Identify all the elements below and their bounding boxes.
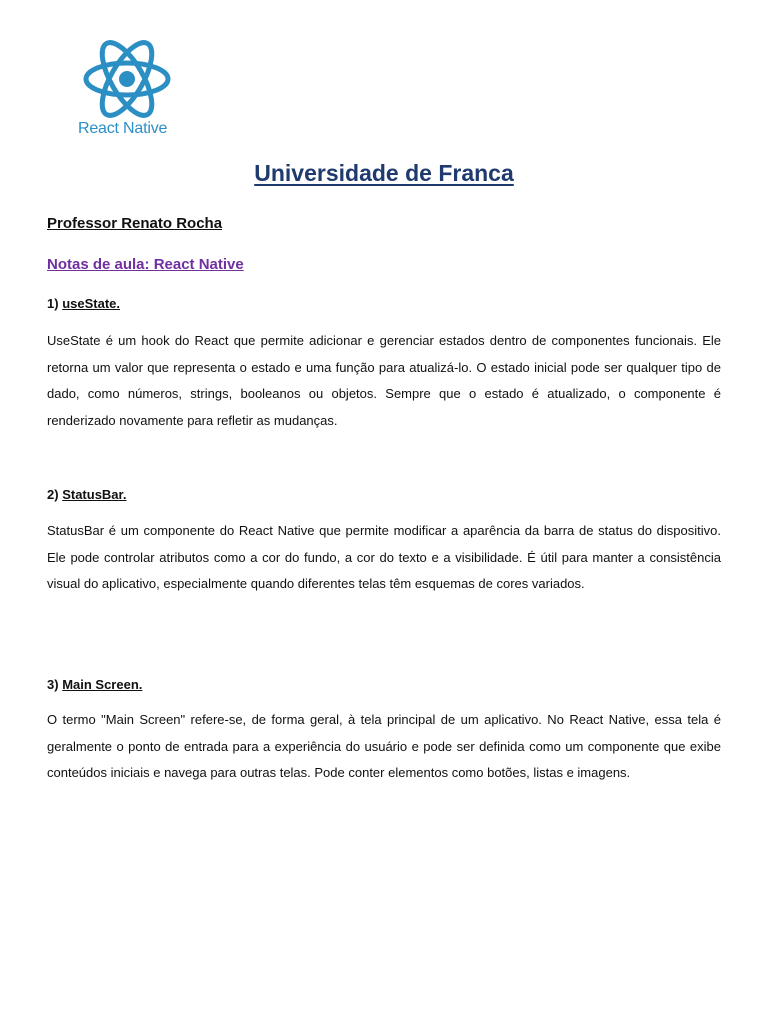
logo-text: React Native	[78, 120, 168, 137]
section-heading-statusbar	[47, 487, 127, 502]
section-number: 3)	[47, 677, 59, 692]
professor-name: Professor Renato Rocha	[47, 215, 223, 232]
section-heading-main-screen	[47, 677, 142, 692]
section-title: Main Screen.	[62, 677, 143, 692]
notes-heading: Notas de aula: React Native	[47, 256, 244, 273]
react-native-logo	[74, 40, 180, 140]
section-body-statusbar: StatusBar é um componente do React Native que permite modificar a aparência da barra de status do dispositivo. Ele pode controlar atributos como a cor do fundo, a cor do texto e a visibilidade. É útil para manter a consistência visual do aplicativo, especialmente quando diferentes telas têm esquemas de cores variados.	[47, 523, 721, 592]
page-title-container	[0, 160, 768, 187]
section-heading-usestate	[47, 296, 120, 311]
react-atom-icon	[80, 40, 174, 118]
section-number: 1)	[47, 296, 59, 311]
section-number: 2)	[47, 487, 59, 502]
section-title: StatusBar.	[62, 487, 127, 502]
section-body-usestate: UseState é um hook do React que permite adicionar e gerenciar estados dentro de componentes funcionais. Ele retorna um valor que representa o estado e uma função para atualizá-lo. O estado inicial pode ser qualquer tipo de dado, como números, strings, booleanos ou objetos. Sempre que o estado é atualizado, o componente é renderizado novamente para refletir as mudanças.	[47, 333, 721, 429]
section-title: useState.	[62, 296, 120, 311]
page-title: Universidade de Franca	[254, 160, 514, 186]
section-body-main-screen: O termo "Main Screen" refere-se, de forma geral, à tela principal de um aplicativo. No React Native, essa tela é geralmente o ponto de entrada para a experiência do usuário e pode ser definida como um componente que exibe conteúdos iniciais e navega para outras telas. Pode conter elementos como botões, listas e imagens.	[47, 712, 721, 781]
